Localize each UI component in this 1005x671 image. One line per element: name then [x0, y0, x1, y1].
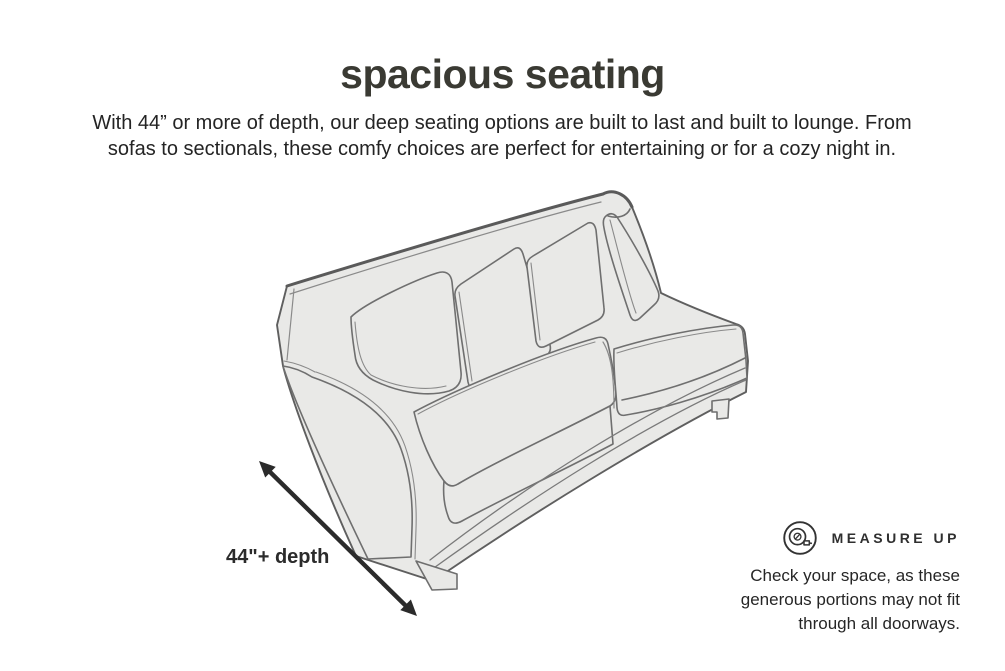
page-description: With 44” or more of depth, our deep seating options are built to last and built to lounge. From sofas to sectionals, these comfy choices are perfect for entertaining or for a cozy night in.: [92, 112, 912, 160]
measure-up-note: Check your space, as these generous portions may not fit through all doorways.: [740, 566, 960, 633]
measure-up-header: [720, 519, 960, 557]
sofa-foot-right: [712, 399, 729, 419]
measure-up-callout: [720, 519, 960, 636]
sofa-illustration: [277, 192, 748, 590]
measure-up-title: MEASURE UP: [831, 530, 960, 546]
page-title: spacious seating: [340, 51, 665, 97]
tape-measure-icon: [781, 519, 819, 557]
depth-dimension-label: 44"+ depth: [226, 546, 330, 568]
